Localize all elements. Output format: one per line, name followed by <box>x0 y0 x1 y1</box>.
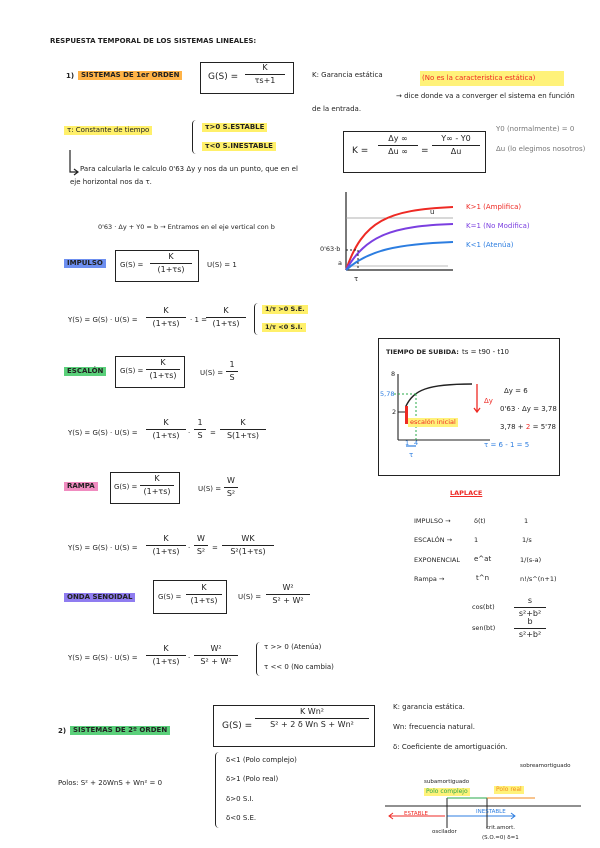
polo-case: δ<1 (Polo complejo) <box>226 756 297 764</box>
rampa-g-num: K <box>154 474 160 483</box>
subida-calc2-b: 2 <box>525 423 531 431</box>
senoidal-g-num: K <box>201 583 207 592</box>
rampa-y-num1: K <box>163 534 169 543</box>
tau-label: τ: Constante de tiempo <box>64 126 152 135</box>
g1-lhs: G(S) = <box>208 72 239 82</box>
subida-calc2 <box>500 424 556 431</box>
senoidal-label: ONDA SENOIDAL <box>64 593 135 602</box>
subida-formula: ts = t90 - t10 <box>462 348 509 356</box>
tau-positive: τ>0 S.ESTABLE <box>202 123 267 132</box>
tau-negative: τ<0 S.INESTABLE <box>202 142 276 151</box>
subida-x1: 1 <box>405 439 410 447</box>
subida-escalon-label: escalón inicial <box>410 418 456 426</box>
laplace-sen: sen(bt) <box>472 624 496 632</box>
escalon-g-frac <box>146 359 180 380</box>
senoidal-dot: · <box>188 654 191 662</box>
senoidal-u-num: W² <box>282 583 294 592</box>
senoidal-y-den1: (1+τs) <box>146 655 186 666</box>
diagram-crit: crit.amort. <box>486 825 515 831</box>
rampa-y-num2: W <box>197 534 205 543</box>
rampa-u-lhs: U(S) = <box>198 485 222 493</box>
rampa-y-num3: WK <box>241 534 255 543</box>
senoidal-y-lhs: Y(S) = G(S) · U(S) = <box>68 654 138 662</box>
g1-fraction <box>245 64 285 85</box>
laplace-row-name: ESCALÓN → <box>414 536 453 544</box>
escalon-g-lhs: G(S) = <box>120 367 144 375</box>
impulso-y-frac2 <box>206 307 246 328</box>
g1-den: τs+1 <box>245 74 285 85</box>
k-frac2 <box>432 135 480 156</box>
laplace-row-name: EXPONENCIAL <box>414 556 460 564</box>
subida-tau-eq: τ = 6 - 1 = 5 <box>484 441 530 449</box>
subida-plot <box>382 370 492 450</box>
k-frac1 <box>378 135 418 156</box>
subida-calc2-c: = 5'78 <box>532 423 557 431</box>
impulso-y-num1: K <box>163 306 169 315</box>
g2-fraction <box>255 708 369 729</box>
escalon-u-num: 1 <box>229 360 235 369</box>
polo-case: δ>1 (Polo real) <box>226 775 279 783</box>
escalon-y-den1: (1+τs) <box>146 429 186 440</box>
escalon-y-den3: S(1+τs) <box>220 429 266 440</box>
subida-dy-label: Δy <box>484 397 493 405</box>
subida-y-top: 8 <box>391 370 396 378</box>
laplace-title: LAPLACE <box>450 489 483 497</box>
k-lt-label: K<1 (Atenúa) <box>466 241 514 249</box>
laplace-cos-num: s <box>527 596 533 605</box>
rampa-u-den: S² <box>224 487 238 498</box>
para-calc-text: Para calcularla le calculo 0'63 Δy y nos da un punto, que en el eje horizontal nos da τ. <box>70 165 298 187</box>
escalon-label: ESCALÓN <box>64 367 106 376</box>
rampa-eq: = <box>212 544 218 552</box>
laplace-sen-frac <box>514 618 546 639</box>
laplace-sen-num: b <box>527 617 533 626</box>
senoidal-g-den: (1+τs) <box>186 594 222 605</box>
senoidal-g-frac <box>186 584 222 605</box>
laplace-row-fn: t^n <box>476 574 490 582</box>
laplace-row-tr: n!/s^(n+1) <box>520 575 557 583</box>
impulso-g-frac <box>150 253 192 274</box>
def-delta: δ: Coeficiente de amortiguación. <box>393 743 508 751</box>
rampa-u-frac <box>224 477 238 498</box>
senoidal-u-frac <box>266 584 310 605</box>
g2-num: K Wn² <box>300 707 324 716</box>
diagram-oscilador: oscilador <box>432 829 457 835</box>
k-frac1-num: Δy ∞ <box>388 134 408 143</box>
escalon-g-num: K <box>160 358 166 367</box>
subida-calc2-a: 3,78 + <box>500 423 524 431</box>
step-response-plot <box>318 190 458 285</box>
k-formula-lhs: K = <box>352 146 369 156</box>
rampa-y-frac1 <box>146 535 186 556</box>
escalon-g-den: (1+τs) <box>146 369 180 380</box>
rampa-y-frac3 <box>222 535 274 556</box>
senoidal-note1: τ >> 0 (Atenúa) <box>264 643 322 651</box>
laplace-cos-den: s²+b² <box>514 607 546 618</box>
plot-063-label: 0'63·b <box>320 245 341 253</box>
section1-heading: SISTEMAS DE 1er ORDEN <box>78 71 182 80</box>
escalon-u-den: S <box>226 371 238 382</box>
senoidal-u-lhs: U(S) = <box>238 593 262 601</box>
plot-u-label: u <box>430 208 435 216</box>
impulso-g-lhs: G(S) = <box>120 261 144 269</box>
k-eq-label: K=1 (No Modifica) <box>466 222 530 230</box>
k-frac2-den: Δu <box>432 145 480 156</box>
senoidal-brace <box>256 642 263 676</box>
subida-calc1: 0'63 · Δy = 3,78 <box>500 405 557 413</box>
laplace-cos: cos(bt) <box>472 603 495 611</box>
k-desc-prefix: K: Garancia estática <box>312 71 383 79</box>
impulso-y-lhs: Y(S) = G(S) · U(S) = <box>68 316 138 324</box>
k-frac1-den: Δu ∞ <box>378 145 418 156</box>
rampa-y-den1: (1+τs) <box>146 545 186 556</box>
escalon-y-num1: K <box>163 418 169 427</box>
polos-equation: Polos: S² + 2δWnS + Wn² = 0 <box>58 779 163 787</box>
k-desc-rest: → dice donde va a converger el sistema en función de la entrada. <box>312 92 575 114</box>
subida-y-val: 5,78 <box>380 390 395 398</box>
y0-note: Y0 (normalmente) = 0 <box>496 125 575 133</box>
senoidal-y-den2: S² + W² <box>194 655 238 666</box>
plot-a-label: a <box>338 259 342 267</box>
impulso-y-den2: (1+τs) <box>206 317 246 328</box>
red-curve <box>346 207 453 270</box>
escalon-y-lhs: Y(S) = G(S) · U(S) = <box>68 429 138 437</box>
k-desc-red: (No es la caracteristica estática) <box>420 71 564 86</box>
diagram-sobreamortiguado: sobreamortiguado <box>520 763 571 769</box>
laplace-row-tr: 1/(s-a) <box>520 556 542 564</box>
rampa-g-lhs: G(S) = <box>114 483 138 491</box>
senoidal-note2: τ << 0 (No cambia) <box>264 663 334 671</box>
escalon-dot: · <box>188 429 191 437</box>
escalon-y-den2: S <box>194 429 206 440</box>
polos-brace <box>215 752 224 828</box>
rampa-dot: · <box>188 544 191 552</box>
escalon-u-lhs: U(S) = <box>200 369 224 377</box>
laplace-row-fn: δ(t) <box>474 517 486 525</box>
laplace-row-name: IMPULSO → <box>414 517 451 525</box>
def-k: K: garancia estática. <box>393 703 465 711</box>
escalon-y-frac3 <box>220 419 266 440</box>
eq-063: 0'63 · Δy + Y0 = b → Entramos en el eje vertical con b <box>98 223 275 231</box>
polo-case: δ<0 S.E. <box>226 814 257 822</box>
rampa-y-den2: S² <box>194 545 208 556</box>
senoidal-y-frac2 <box>194 645 238 666</box>
diagram-inestable: INESTABLE <box>476 809 506 815</box>
def-wn: Wn: frecuencia natural. <box>393 723 476 731</box>
g2-den: S² + 2 δ Wn S + Wn² <box>255 718 369 729</box>
impulso-note1: 1/τ >0 S.E. <box>262 305 308 314</box>
subida-tau: τ <box>409 451 414 459</box>
diagram-subamortiguado: subamortiguado <box>424 779 470 785</box>
rampa-g-den: (1+τs) <box>140 485 174 496</box>
escalon-y-frac2 <box>194 419 206 440</box>
impulso-g-den: (1+τs) <box>150 263 192 274</box>
escalon-y-num2: 1 <box>197 418 203 427</box>
escalon-u-frac <box>226 361 238 382</box>
diagram-crit2: (S.O.=0) δ=1 <box>482 835 519 841</box>
k-eq: = <box>421 146 429 156</box>
escalon-y-frac1 <box>146 419 186 440</box>
senoidal-g-lhs: G(S) = <box>158 593 182 601</box>
rampa-y-lhs: Y(S) = G(S) · U(S) = <box>68 544 138 552</box>
senoidal-u-den: S² + W² <box>266 594 310 605</box>
laplace-row-tr: 1/s <box>522 536 532 544</box>
impulso-note2: 1/τ <0 S.I. <box>262 323 306 332</box>
du-note: Δu (lo elegimos nosotros) <box>496 145 586 153</box>
escalon-y-num3: K <box>240 418 246 427</box>
impulso-y-mid: · 1 = <box>190 316 207 324</box>
diagram-polo-complejo: Polo complejo <box>426 788 468 795</box>
laplace-sen-den: s²+b² <box>514 628 546 639</box>
impulso-brace <box>254 303 261 335</box>
impulso-y-num2: K <box>223 306 229 315</box>
impulso-y-frac1 <box>146 307 186 328</box>
impulso-y-den1: (1+τs) <box>146 317 186 328</box>
laplace-row-name: Rampa → <box>414 575 445 583</box>
senoidal-y-frac1 <box>146 645 186 666</box>
escalon-eq: = <box>210 429 216 437</box>
section1-number: 1) <box>66 72 75 80</box>
rampa-u-num: W <box>227 476 235 485</box>
section2-heading: SISTEMAS DE 2º ORDEN <box>70 726 170 735</box>
plot-tau-label: τ <box>354 275 359 283</box>
subida-y-low: 2 <box>392 408 397 416</box>
impulso-label: IMPULSO <box>64 259 106 268</box>
impulso-g-num: K <box>168 252 174 261</box>
laplace-row-fn: e^at <box>474 555 492 563</box>
laplace-row-fn: 1 <box>474 536 479 544</box>
rampa-g-frac <box>140 475 174 496</box>
diagram-polo-real: Polo real <box>496 786 522 793</box>
section2-number: 2) <box>58 727 67 735</box>
k-gt-label: K>1 (Amplifica) <box>466 203 522 211</box>
senoidal-y-num1: K <box>163 644 169 653</box>
subida-dy-eq: Δy = 6 <box>504 387 528 395</box>
polo-case: δ>0 S.I. <box>226 795 254 803</box>
rampa-y-den3: S²(1+τs) <box>222 545 274 556</box>
g2-lhs: G(S) = <box>222 721 253 731</box>
k-frac2-num: Y∞ - Y0 <box>441 134 471 143</box>
laplace-row-tr: 1 <box>524 517 529 525</box>
rampa-y-frac2 <box>194 535 208 556</box>
tau-brace <box>192 120 201 154</box>
subida-title: TIEMPO DE SUBIDA: <box>386 348 459 356</box>
senoidal-y-num2: W² <box>210 644 222 653</box>
subida-x2: 4 <box>414 439 419 447</box>
rampa-label: RAMPA <box>64 482 98 491</box>
g1-num: K <box>262 63 268 72</box>
laplace-cos-frac <box>514 597 546 618</box>
diagram-estable: ESTABLE <box>404 811 428 817</box>
impulso-u: U(S) = 1 <box>207 261 237 269</box>
page-title: RESPUESTA TEMPORAL DE LOS SISTEMAS LINEALES: <box>50 37 257 45</box>
